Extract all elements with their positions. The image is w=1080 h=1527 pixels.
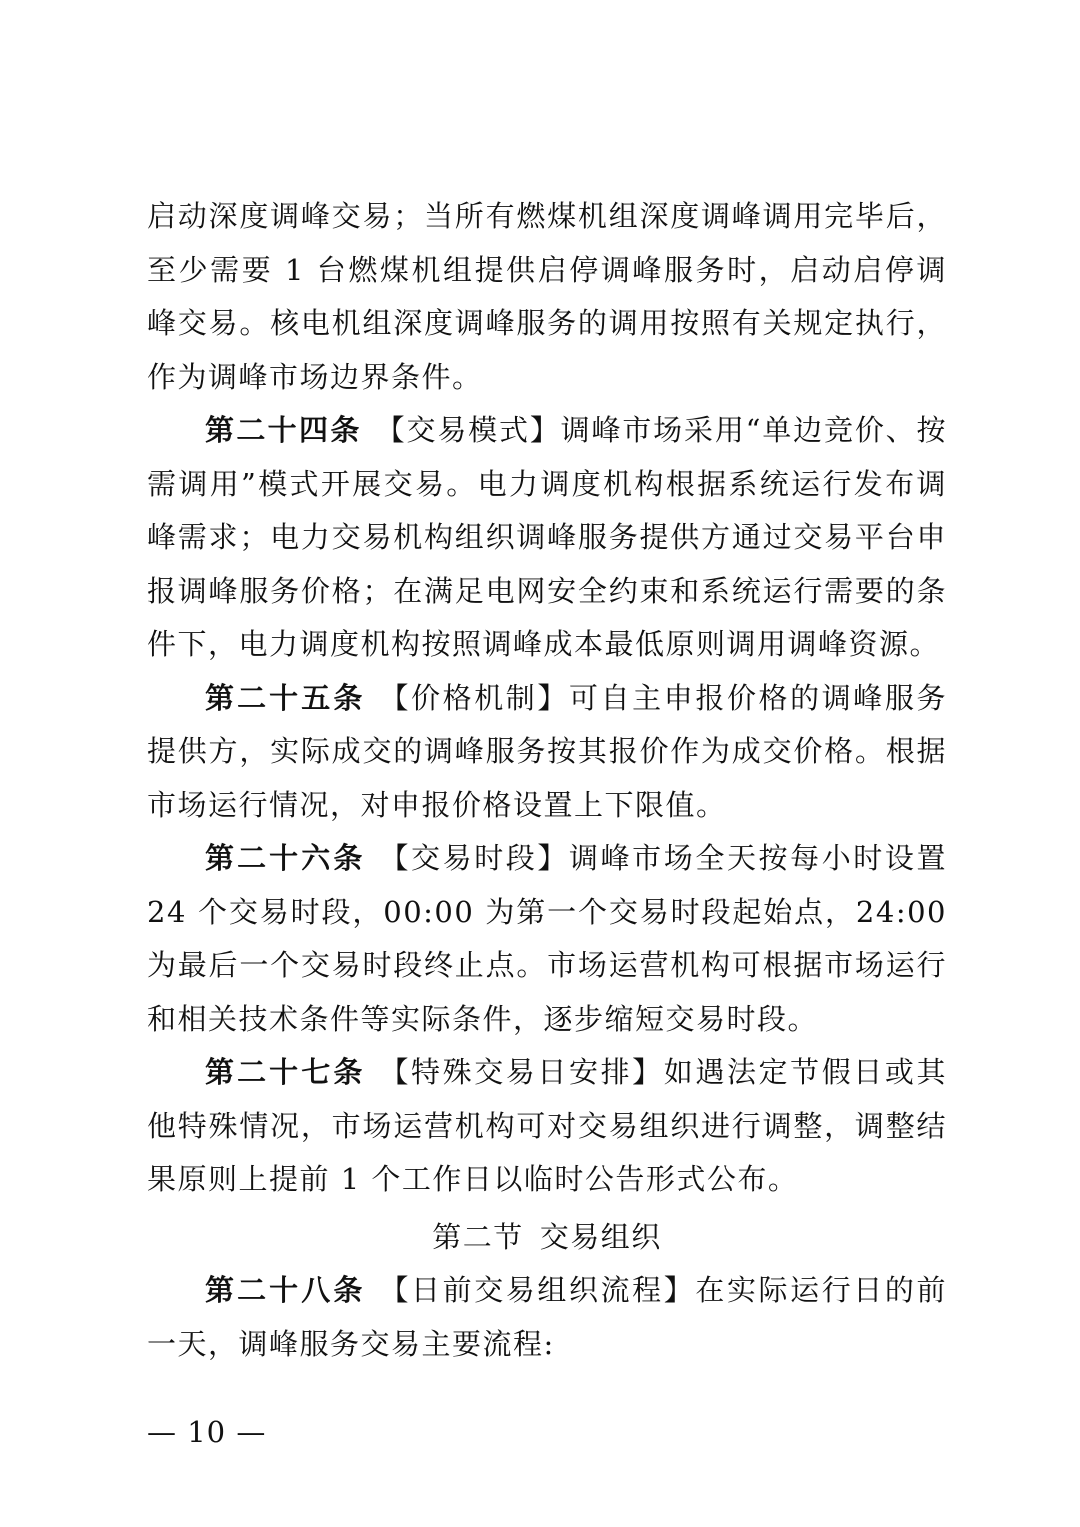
page-number: — 10 — bbox=[147, 1415, 267, 1449]
section-heading bbox=[147, 1211, 947, 1265]
paragraph-text: 【特殊交易日安排】如遇法定节假日或其他特殊情况，市场运营机构可对交易组织进行调整，调整结果原则上提前 1 个工作日以临时公告形式公布。 bbox=[147, 1055, 947, 1196]
article-number: 第二十四条 bbox=[205, 413, 362, 447]
article-28-paragraph bbox=[147, 1264, 947, 1371]
article-number: 第二十五条 bbox=[205, 680, 366, 715]
article-number: 第二十六条 bbox=[205, 841, 366, 875]
article-25-paragraph bbox=[147, 672, 947, 833]
article-27-paragraph bbox=[147, 1046, 947, 1207]
paragraph-text: 【交易时段】调峰市场全天按每小时设置 24 个交易时段，00:00 为第一个交易时段起始点，24:00 为最后一个交易时段终止点。市场运营机构可根据市场运行和相关技术条件等实际条件，逐步缩短交易时段。 bbox=[147, 841, 947, 1036]
section-number: 第二节 bbox=[432, 1219, 524, 1254]
document-body bbox=[147, 190, 947, 1371]
article-24-paragraph bbox=[147, 404, 947, 672]
paragraph-continued bbox=[147, 190, 947, 404]
article-26-paragraph bbox=[147, 832, 947, 1046]
article-number: 第二十七条 bbox=[205, 1055, 366, 1089]
paragraph-text: 【价格机制】可自主申报价格的调峰服务提供方，实际成交的调峰服务按其报价作为成交价格。根据市场运行情况，对申报价格设置上下限值。 bbox=[147, 680, 947, 822]
paragraph-text: 【交易模式】调峰市场采用“单边竞价、按需调用”模式开展交易。电力调度机构根据系统运行发布调峰需求；电力交易机构组织调峰服务提供方通过交易平台申报调峰服务价格；在满足电网安全约束和系统运行需要的条件下，电力调度机构按照调峰成本最低原则调用调峰资源。 bbox=[147, 413, 947, 661]
paragraph-text: 启动深度调峰交易；当所有燃煤机组深度调峰调用完毕后，至少需要 1 台燃煤机组提供启停调峰服务时，启动启停调峰交易。核电机组深度调峰服务的调用按照有关规定执行，作为调峰市场边界条件。 bbox=[147, 199, 947, 394]
paragraph-text: 【日前交易组织流程】在实际运行日的前一天，调峰服务交易主要流程: bbox=[147, 1273, 947, 1361]
article-number: 第二十八条 bbox=[205, 1273, 366, 1307]
section-title: 交易组织 bbox=[539, 1219, 662, 1254]
